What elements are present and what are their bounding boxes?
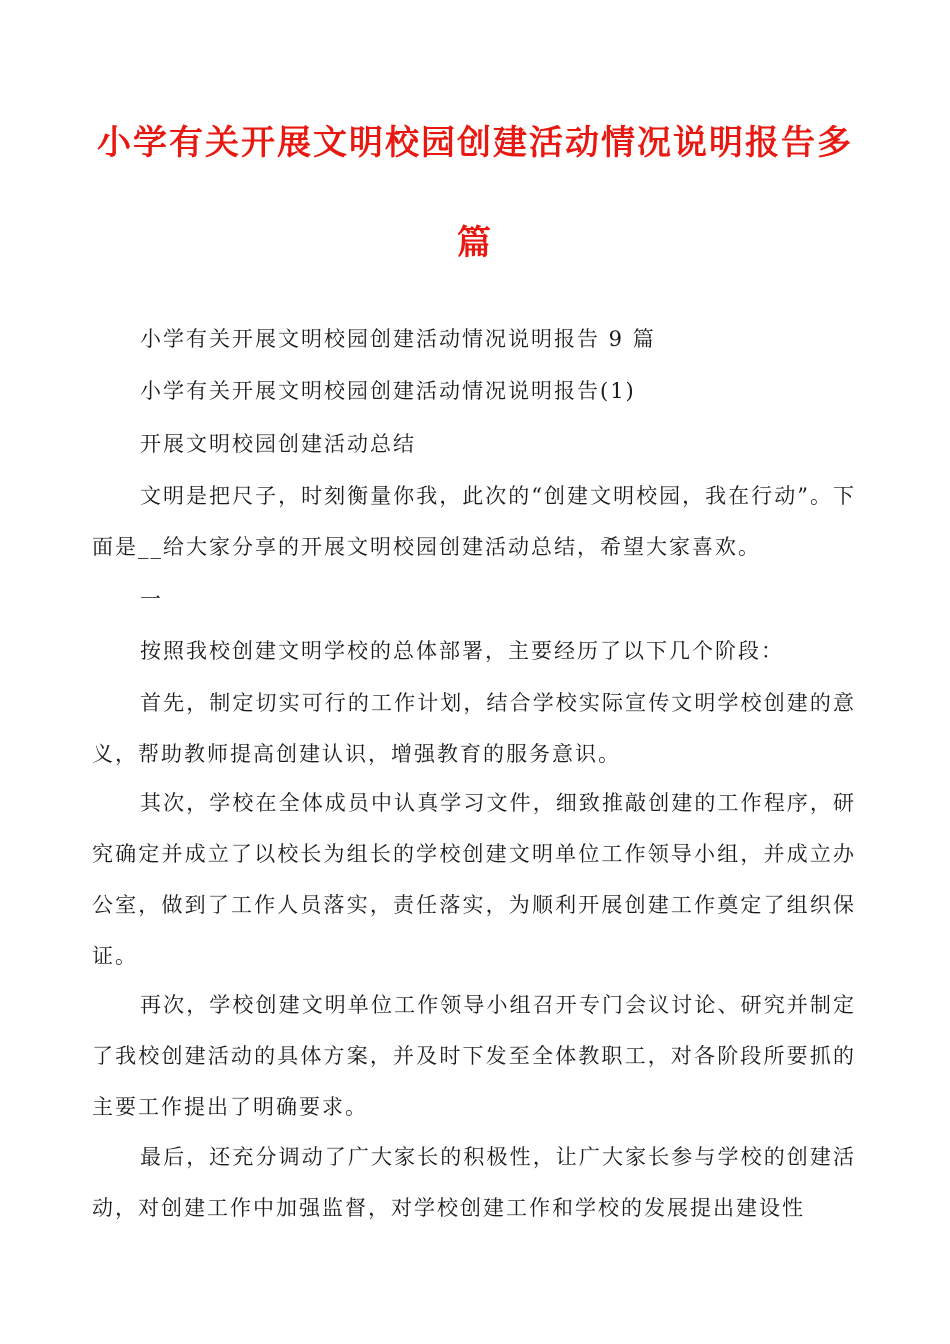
- paragraph-part-number: 一: [140, 587, 163, 611]
- paragraph-second: 其次，学校在全体成员中认真学习文件，细致推敲创建的工作程序，研究确定并成立了以校长为组长的学校创建文明单位工作领导小组，并成立办公室，做到了工作人员落实，责任落实，为顺利开展创建工作奠定了组织保证。: [92, 791, 856, 968]
- paragraph-subtitle: 小学有关开展文明校园创建活动情况说明报告 9 篇: [140, 327, 656, 351]
- paragraph-fourth: 最后，还充分调动了广大家长的积极性，让广大家长参与学校的创建活动，对创建工作中加强监督，对学校创建工作和学校的发展提出建设性: [92, 1145, 856, 1220]
- document-title-line-1: 小学有关开展文明校园创建活动情况说明报告多: [97, 123, 853, 163]
- paragraph-intro: 文明是把尺子，时刻衡量你我，此次的“创建文明校园，我在行动”。下面是__给大家分享的开展文明校园创建活动总结，希望大家喜欢。: [92, 484, 856, 559]
- document-title-line-2: 篇: [457, 223, 493, 263]
- paragraph-first: 首先，制定切实可行的工作计划，结合学校实际宣传文明学校创建的意义，帮助教师提高创建认识，增强教育的服务意识。: [92, 691, 856, 766]
- paragraph-summary-heading: 开展文明校园创建活动总结: [140, 432, 416, 456]
- paragraph-section-heading: 小学有关开展文明校园创建活动情况说明报告(1): [140, 379, 636, 403]
- paragraph-stages: 按照我校创建文明学校的总体部署，主要经历了以下几个阶段：: [140, 639, 784, 663]
- paragraph-third: 再次，学校创建文明单位工作领导小组召开专门会议讨论、研究并制定了我校创建活动的具体方案，并及时下发至全体教职工，对各阶段所要抓的主要工作提出了明确要求。: [92, 993, 856, 1119]
